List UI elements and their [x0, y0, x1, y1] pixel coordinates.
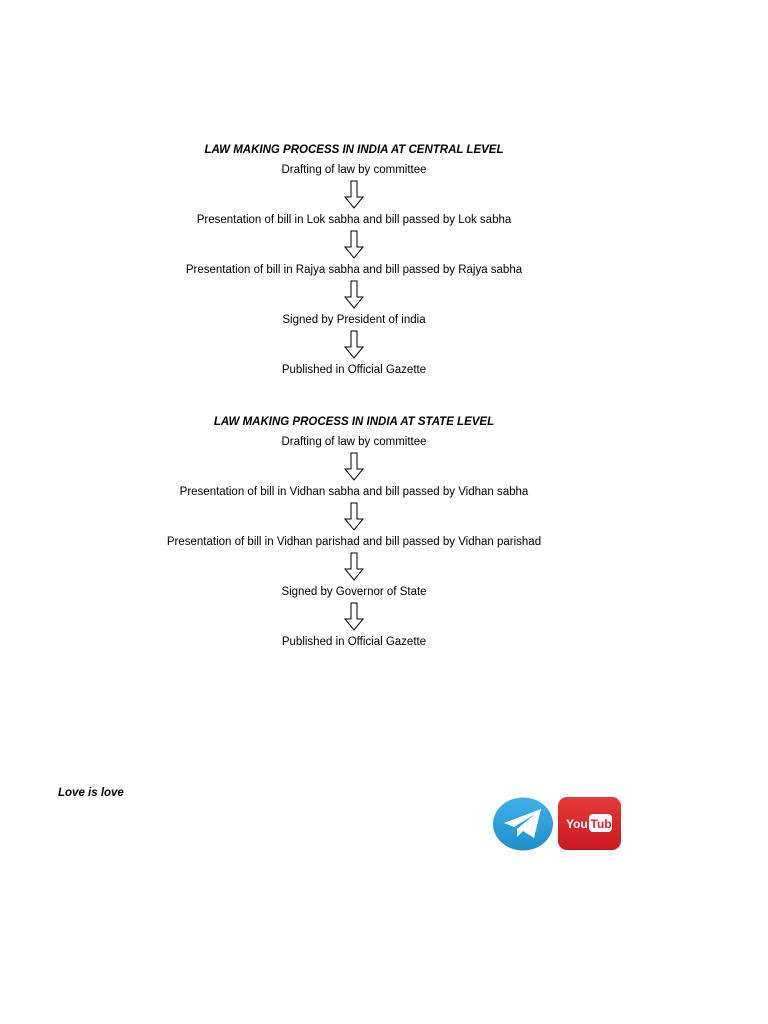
- central-step-president: Signed by President of india: [282, 314, 426, 326]
- down-arrow-icon: [343, 330, 365, 360]
- central-step-gazette: Published in Official Gazette: [281, 364, 427, 376]
- youtube-icon[interactable]: [557, 796, 622, 851]
- state-level-title: LAW MAKING PROCESS IN INDIA AT STATE LEVEL: [213, 416, 495, 428]
- down-arrow-icon: [343, 602, 365, 632]
- central-step-rajya-sabha: Presentation of bill in Rajya sabha and bill passed by Rajya sabha: [185, 264, 523, 276]
- central-level-flowchart: [0, 141, 708, 380]
- youtube-logo-text-tube: Tube: [590, 817, 619, 831]
- down-arrow-icon: [343, 230, 365, 260]
- state-step-governor: Signed by Governor of State: [281, 586, 427, 598]
- state-step-vidhan-parishad: Presentation of bill in Vidhan parishad and bill passed by Vidhan parishad: [166, 536, 542, 548]
- telegram-icon[interactable]: [492, 796, 554, 852]
- down-arrow-icon: [343, 452, 365, 482]
- down-arrow-icon: [343, 552, 365, 582]
- footer-text: Love is love: [58, 787, 124, 799]
- central-step-drafting: Drafting of law by committee: [281, 164, 427, 176]
- down-arrow-icon: [343, 180, 365, 210]
- state-step-gazette: Published in Official Gazette: [281, 636, 427, 648]
- down-arrow-icon: [343, 502, 365, 532]
- state-step-vidhan-sabha: Presentation of bill in Vidhan sabha and bill passed by Vidhan sabha: [179, 486, 529, 498]
- youtube-logo-text: You: [566, 817, 588, 831]
- state-step-drafting: Drafting of law by committee: [281, 436, 427, 448]
- central-level-title: LAW MAKING PROCESS IN INDIA AT CENTRAL LEVEL: [204, 144, 504, 156]
- state-level-flowchart: [0, 413, 708, 652]
- down-arrow-icon: [343, 280, 365, 310]
- central-step-lok-sabha: Presentation of bill in Lok sabha and bill passed by Lok sabha: [196, 214, 512, 226]
